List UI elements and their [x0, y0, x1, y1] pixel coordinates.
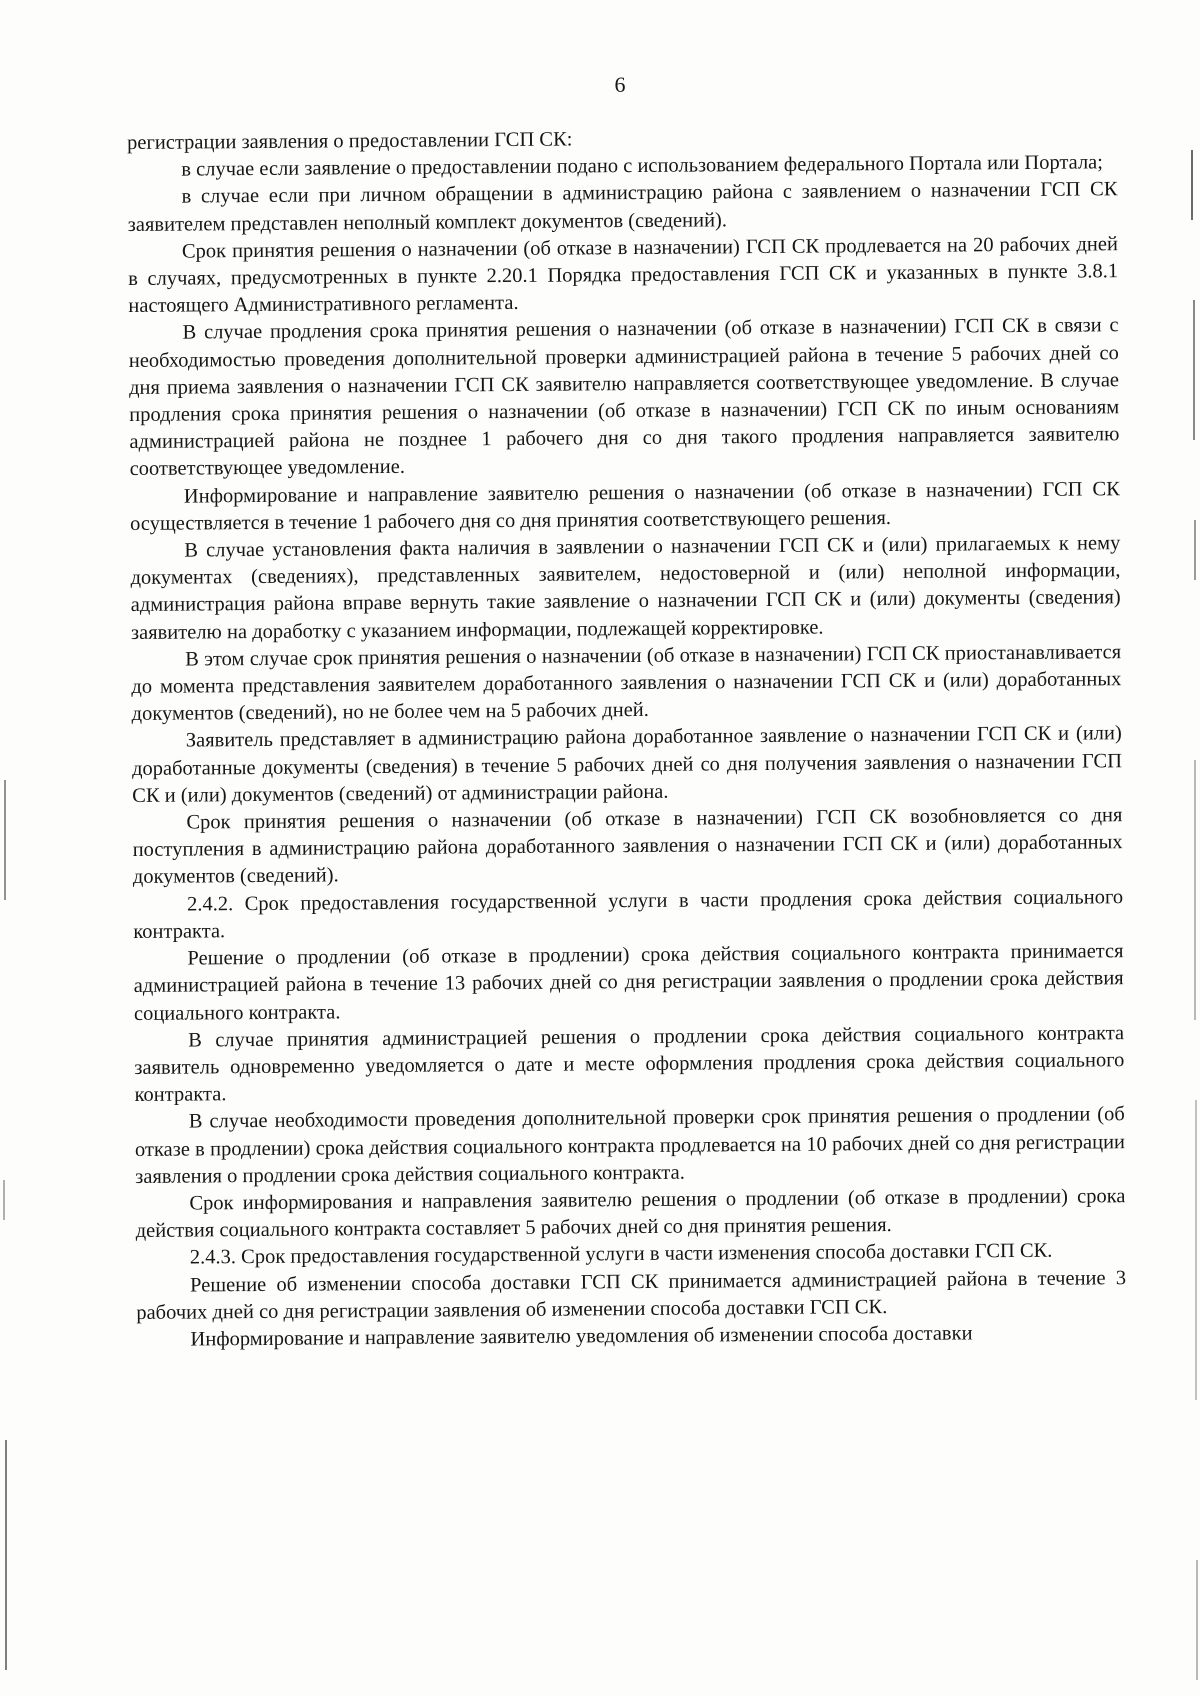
- scan-edge-mark: [1193, 300, 1195, 440]
- paragraph-4: Срок принятия решения о назначении (об отказе в назначении) ГСП СК продлевается на 20 рабочих дней в случаях, предусмотренных в пункте 2.20.1 Порядка предоставления ГСП СК и указанных в пункте 3.8.1 настоящего Административного регламента.: [128, 233, 1119, 318]
- scan-edge-mark: [1195, 1100, 1197, 1400]
- scan-edge-mark: [1194, 520, 1196, 580]
- paragraph-18: Информирование и направление заявителю уведомления об изменении способа доставки: [190, 1322, 973, 1351]
- document-body: [127, 122, 1127, 1354]
- paragraph-13: В случае принятия администрацией решения о продлении срока действия социального контракта заявитель одновременно уведомляется о дате и месте оформления продления срока действия социального контракта.: [134, 1021, 1125, 1107]
- paragraph-5: В случае продления срока принятия решения о назначении (об отказе в назначении) ГСП СК в связи с необходимостью проведения дополнительной проверки администрацией района в течение 5 рабочих дней со дня приема заявления о назначении ГСП СК заявителю направляется соответствующее уведомление. В случае продления срока принятия решения о назначении (об отказе в назначении) ГСП СК по иным основаниям администрацией района не позднее 1 рабочего дня со дня такого продления направляется заявителю соответствующее уведомление.: [128, 314, 1120, 481]
- paragraph-12: Решение о продлении (об отказе в продлении) срока действия социального контракта принимается администрацией района в течение 13 рабочих дней со дня регистрации заявления о продлении срока действия социального контракта.: [133, 940, 1124, 1025]
- scan-edge-mark: [1196, 1560, 1198, 1680]
- section-2-4-2-heading: 2.4.2. Срок предоставления государственной услуги в части продления срока действия социального контракта.: [133, 885, 1124, 943]
- section-2-4-3-heading: 2.4.3. Срок предоставления государственной услуги в части изменения способа доставки ГСП СК.: [189, 1240, 1053, 1269]
- page-number: 6: [614, 72, 626, 97]
- paragraph-14: В случае необходимости проведения дополнительной проверки срок принятия решения о продлении (об отказе в продлении) срока действия социального контракта продлевается на 10 рабочих дней со дня регистрации заявления о продлении срока действия социального контракта.: [134, 1103, 1126, 1188]
- paragraph-15: Срок информирования и направления заявителю решения о продлении (об отказе в продлении) срока действия социального контракта составляет 5 рабочих дней со дня принятия решения.: [135, 1185, 1126, 1243]
- scan-edge-mark: [5, 1440, 7, 1670]
- scan-edge-mark: [1191, 150, 1193, 220]
- scan-edge-mark: [1194, 760, 1196, 1020]
- scan-edge-mark: [3, 1180, 5, 1220]
- paragraph-1: регистрации заявления о предоставлении ГСП СК:: [127, 128, 573, 154]
- paragraph-10: Срок принятия решения о назначении (об отказе в назначении) ГСП СК возобновляется со дня поступления в администрацию района доработанного заявления о назначении ГСП СК и (или) доработанных документов (сведений).: [132, 804, 1123, 889]
- paragraph-6: Информирование и направление заявителю решения о назначении (об отказе в назначении) ГСП СК осуществляется в течение 1 рабочего дня со дня принятия соответствующего решения.: [130, 477, 1120, 535]
- paragraph-17: Решение об изменении способа доставки ГСП СК принимается администрацией района в течение 3 рабочих дней со дня регистрации заявления об изменении способа доставки ГСП СК.: [136, 1266, 1127, 1324]
- paragraph-7: В случае установления факта наличия в заявлении о назначении ГСП СК и (или) прилагаемых к нему документах (сведениях), представленных заявителем, недостоверной и (или) неполной информации, администрация района вправе вернуть такие заявление о назначении ГСП СК и (или) документы (сведения) заявителю на доработку с указанием информации, подлежащей корректировке.: [130, 532, 1121, 644]
- paragraph-9: Заявитель представляет в администрацию района доработанное заявление о назначении ГСП СК и (или) доработанные документы (сведения) в течение 5 рабочих дней со дня получения заявления о назначении ГСП СК и (или) документов (сведений) от администрации района.: [131, 722, 1123, 807]
- paragraph-8: В этом случае срок принятия решения о назначении (об отказе в назначении) ГСП СК приостанавливается до момента представления заявителем доработанного заявления о назначении ГСП СК и (или) доработанных документов (сведений), но не более чем на 5 рабочих дней.: [131, 641, 1122, 726]
- scan-edge-mark: [4, 780, 6, 900]
- paragraph-2: в случае если заявление о предоставлении подано с использованием федерального Портала или Портала;: [181, 151, 1104, 181]
- paragraph-3: в случае если при личном обращении в администрацию района с заявлением о назначении ГСП СК заявителем представлен неполный комплект документов (сведений).: [127, 178, 1118, 236]
